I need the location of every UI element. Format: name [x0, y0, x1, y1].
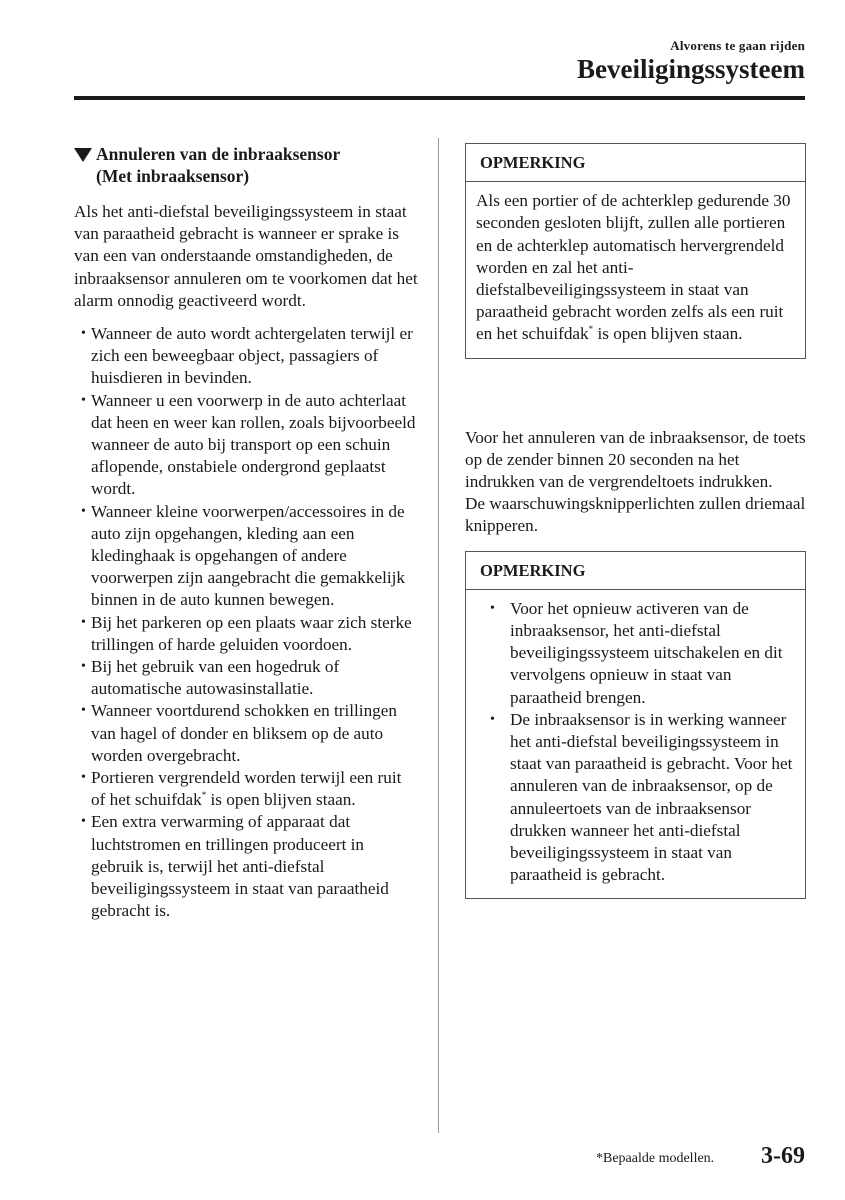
section-heading-line1: Annuleren van de inbraaksensor — [96, 144, 341, 164]
note-title: OPMERKING — [466, 552, 805, 590]
instruction-paragraph: Voor het annuleren van de inbraaksensor, de toets op de zender binnen 20 seconden na het indrukken van de vergrendeltoets indrukken. — [465, 427, 806, 492]
note-body — [466, 590, 805, 899]
note-box-2 — [465, 551, 806, 900]
note-body — [466, 182, 805, 357]
list-item: • Wanneer u een voorwerp in de auto achterlaat dat heen en weer kan rollen, zoals bijvoorbeeld wanneer de auto bij transport op een schuin aflopende, onstabiele ondergrond geplaatst wordt. — [74, 390, 419, 501]
list-item: • Wanneer kleine voorwerpen/accessoires in de auto zijn opgehangen, kleding aan een kledinghaak is opgehangen of andere voorwerpen zijn aangebracht die gemakkelijk binnen in de auto kunnen bewegen. — [74, 501, 419, 612]
page-title: Beveiligingssysteem — [577, 54, 805, 84]
circumstance-list — [74, 323, 419, 922]
footnote: *Bepaalde modellen. — [596, 1151, 715, 1166]
note-box-1 — [465, 143, 806, 359]
list-item: • Een extra verwarming of apparaat dat luchtstromen en trillingen produceert in gebruik is, terwijl het anti-diefstal beveiligingssysteem in staat van paraatheid gebracht is. — [74, 811, 419, 922]
warning-lights-paragraph: De waarschuwingsknipperlichten zullen driemaal knipperen. — [465, 494, 806, 536]
right-column — [465, 143, 806, 899]
list-item: • Bij het parkeren op een plaats waar zich sterke trillingen of harde geluiden voordoen. — [74, 612, 419, 656]
list-item: • Wanneer de auto wordt achtergelaten terwijl er zich een beweegbaar object, passagiers of huisdieren in bevinden. — [74, 323, 419, 390]
left-column — [74, 143, 419, 923]
list-item-text: is open blijven staan. — [206, 790, 356, 810]
chapter-title: Alvorens te gaan rijden — [670, 38, 805, 53]
header-divider — [74, 96, 805, 100]
list-item-text: Portieren vergrendeld worden terwijl een ruit of het schuifdak — [91, 768, 402, 810]
section-heading-line2: (Met inbraaksensor) — [96, 166, 250, 186]
list-item: • Bij het gebruik van een hogedruk of automatische autowasinstallatie. — [74, 656, 419, 700]
triangle-marker-icon — [74, 148, 92, 162]
list-item: • Voor het opnieuw activeren van de inbraaksensor, het anti-diefstal beveiligingssysteem uitschakelen en dit vervolgens opnieuw in staat van paraatheid brengen. — [476, 598, 795, 709]
section-heading — [74, 143, 419, 187]
note-list — [476, 598, 795, 887]
page-number: 3-69 — [761, 1143, 805, 1169]
note-title: OPMERKING — [466, 144, 805, 182]
list-item: • Wanneer voortdurend schokken en trillingen van hagel of donder en bliksem op de auto worden overgebracht. — [74, 700, 419, 767]
note-text: is open blijven staan. — [593, 324, 743, 344]
footnote-marker: * — [588, 324, 594, 335]
column-divider — [438, 138, 439, 1133]
footnote-marker: * — [201, 790, 207, 801]
intro-paragraph: Als het anti-diefstal beveiligingssysteem in staat van paraatheid gebracht is wanneer er sprake is van een van onderstaande omstandigheden, de inbraaksensor annuleren om te voorkomen dat het alarm onnodig geactiveerd wordt. — [74, 202, 418, 310]
list-item: • De inbraaksensor is in werking wanneer het anti-diefstal beveiligingssysteem in staat van paraatheid is gebracht. Voor het annuleren van de inbraaksensor, op de annuleertoets van de inbraaksensor drukken wanneer het anti-diefstal beveiligingssysteem in staat van paraatheid is gebracht. — [476, 709, 795, 887]
list-item — [74, 767, 419, 811]
note-text: Als een portier of de achterklep gedurende 30 seconden gesloten blijft, zullen alle portieren en de achterklep automatisch hervergrendeld worden en zal het anti-diefstalbeveiligingssysteem in staat van paraatheid gebracht worden zelfs als een ruit en het schuifdak — [476, 191, 791, 344]
